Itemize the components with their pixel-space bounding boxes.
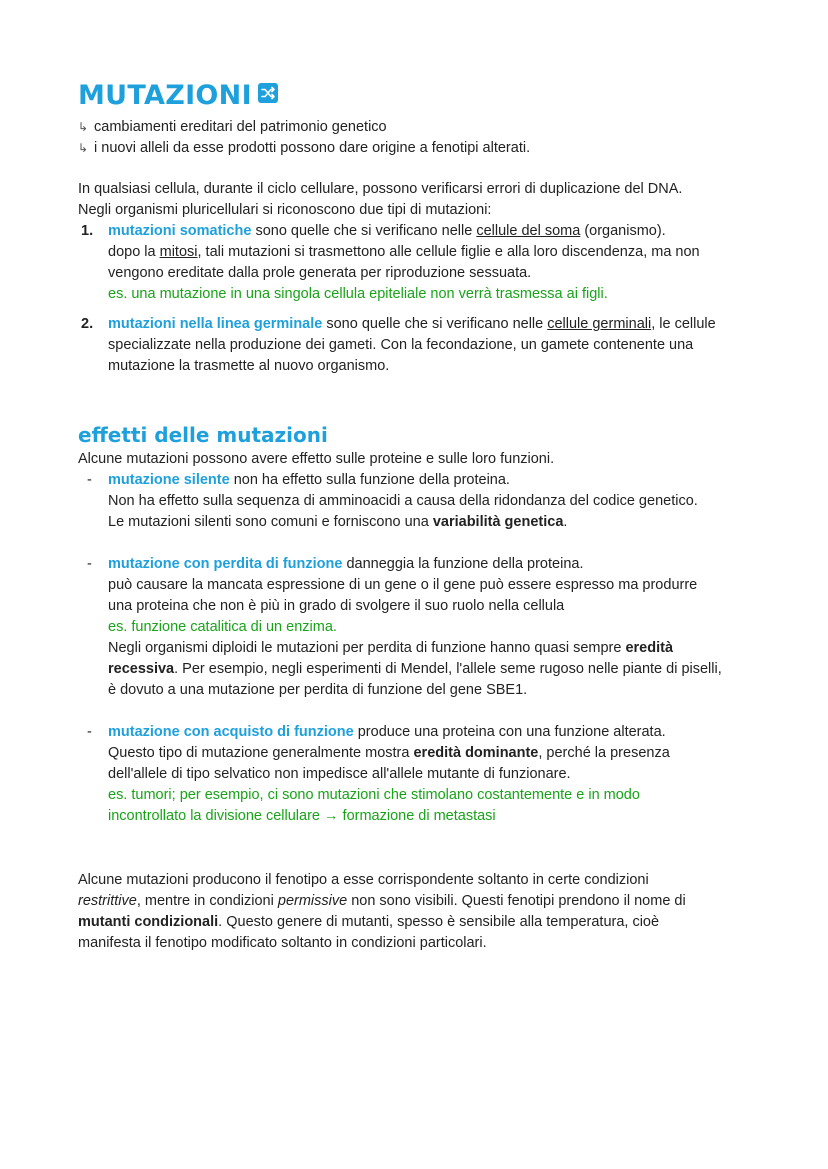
conditional-paragraph — [78, 870, 758, 954]
return-arrow-icon: ↳ — [78, 141, 89, 155]
text: , perché la presenza — [538, 745, 670, 761]
list-item-germline — [78, 314, 758, 377]
paragraph-line: manifesta il fenotipo modificato soltanto in condizioni particolari. — [78, 935, 487, 951]
italic-text: permissive — [277, 893, 348, 909]
title-text: MUTAZIONI — [78, 80, 252, 111]
bold-text: eredità dominante — [413, 745, 539, 761]
text: mutazione la trasmette al nuovo organismo. — [108, 358, 390, 374]
underlined-text: cellule del soma — [476, 223, 581, 239]
bullet-loss-of-function — [78, 554, 758, 701]
underlined-text: cellule germinali — [547, 316, 652, 332]
underlined-text: mitosi — [159, 244, 198, 260]
text: dell'allele di tipo selvatico non impedisce all'allele mutante di funzionare. — [108, 766, 571, 782]
example-text: incontrollato la divisione cellulare → formazione di metastasi — [108, 808, 496, 824]
text: vengono ereditate dalla prole generata per riproduzione sessuata. — [108, 265, 532, 281]
text: non ha effetto sulla funzione della proteina. — [229, 472, 510, 488]
shuffle-icon — [258, 83, 278, 103]
text: (organismo). — [580, 223, 666, 239]
paragraph-line: In qualsiasi cellula, durante il ciclo cellulare, possono verificarsi errori di duplicazione del DNA. — [78, 181, 683, 197]
intro-text-1: cambiamenti ereditari del patrimonio genetico — [94, 119, 387, 135]
text: , le cellule — [651, 316, 716, 332]
example-text: es. funzione catalitica di un enzima. — [108, 619, 337, 635]
return-arrow-icon: ↳ — [78, 120, 89, 134]
paragraph-line: Alcune mutazioni possono avere effetto sulle proteine e sulle loro funzioni. — [78, 451, 555, 467]
bullet-gain-of-function — [78, 722, 758, 827]
text: danneggia la funzione della proteina. — [342, 556, 584, 572]
example-text: es. una mutazione in una singola cellula epiteliale non verrà trasmessa ai figli. — [108, 286, 608, 302]
bold-text: recessiva — [108, 661, 175, 677]
bold-text: eredità — [625, 640, 674, 656]
effects-intro — [78, 449, 758, 470]
text: . Per esempio, negli esperimenti di Mendel, l'allele seme rugoso nelle piante di piselli, — [174, 661, 722, 677]
text: Negli organismi diploidi le mutazioni per perdita di funzione hanno quasi sempre — [108, 640, 626, 656]
intro-line-1 — [78, 117, 387, 138]
bullet-dash: - — [87, 472, 92, 488]
term-germline: mutazioni nella linea germinale — [108, 316, 323, 332]
section-heading-effects: effetti delle mutazioni — [78, 423, 328, 447]
text: , mentre in condizioni — [136, 893, 278, 909]
text: . — [563, 514, 568, 530]
text: non sono visibili. Questi fenotipi prendono il nome di — [347, 893, 686, 909]
list-item-somatic — [78, 221, 758, 305]
intro-line-2 — [78, 138, 530, 159]
text: una proteina che non è più in grado di svolgere il suo ruolo nella cellula — [108, 598, 565, 614]
page-title — [78, 80, 278, 112]
bold-text: variabilità genetica — [432, 514, 564, 530]
text: è dovuto a una mutazione per perdita di funzione del gene SBE1. — [108, 682, 528, 698]
text: Questo tipo di mutazione generalmente mostra — [108, 745, 414, 761]
text: specializzate nella produzione dei gameti. Con la fecondazione, un gamete contenente una — [108, 337, 694, 353]
text: . Questo genere di mutanti, spesso è sensibile alla temperatura, cioè — [218, 914, 660, 930]
term-somatic: mutazioni somatiche — [108, 223, 252, 239]
text: Non ha effetto sulla sequenza di amminoacidi a causa della ridondanza del codice genetico. — [108, 493, 698, 509]
italic-text: restrittive — [78, 893, 137, 909]
intro-text-2: i nuovi alleli da esse prodotti possono dare origine a fenotipi alterati. — [94, 140, 531, 156]
intro-paragraph — [78, 179, 758, 221]
list-number: 2. — [81, 316, 94, 332]
example-text: es. tumori; per esempio, ci sono mutazioni che stimolano costantemente e in modo — [108, 787, 640, 803]
bold-text: mutanti condizionali — [78, 914, 219, 930]
paragraph-line: Alcune mutazioni producono il fenotipo a esse corrispondente soltanto in certe condizioni — [78, 872, 649, 888]
bullet-dash: - — [87, 724, 92, 740]
term-silent: mutazione silente — [108, 472, 230, 488]
text: sono quelle che si verificano nelle — [251, 223, 477, 239]
text: dopo la — [108, 244, 160, 260]
list-number: 1. — [81, 223, 94, 239]
text: produce una proteina con una funzione alterata. — [353, 724, 666, 740]
term-gain: mutazione con acquisto di funzione — [108, 724, 354, 740]
text: , tali mutazioni si trasmettono alle cellule figlie e alla loro discendenza, ma non — [197, 244, 700, 260]
paragraph-line: Negli organismi pluricellulari si riconoscono due tipi di mutazioni: — [78, 202, 492, 218]
bullet-dash: - — [87, 556, 92, 572]
text: può causare la mancata espressione di un gene o il gene può essere espresso ma produrre — [108, 577, 698, 593]
term-loss: mutazione con perdita di funzione — [108, 556, 343, 572]
text: sono quelle che si verificano nelle — [322, 316, 548, 332]
text: Le mutazioni silenti sono comuni e forniscono una — [108, 514, 433, 530]
bullet-silent — [78, 470, 758, 533]
